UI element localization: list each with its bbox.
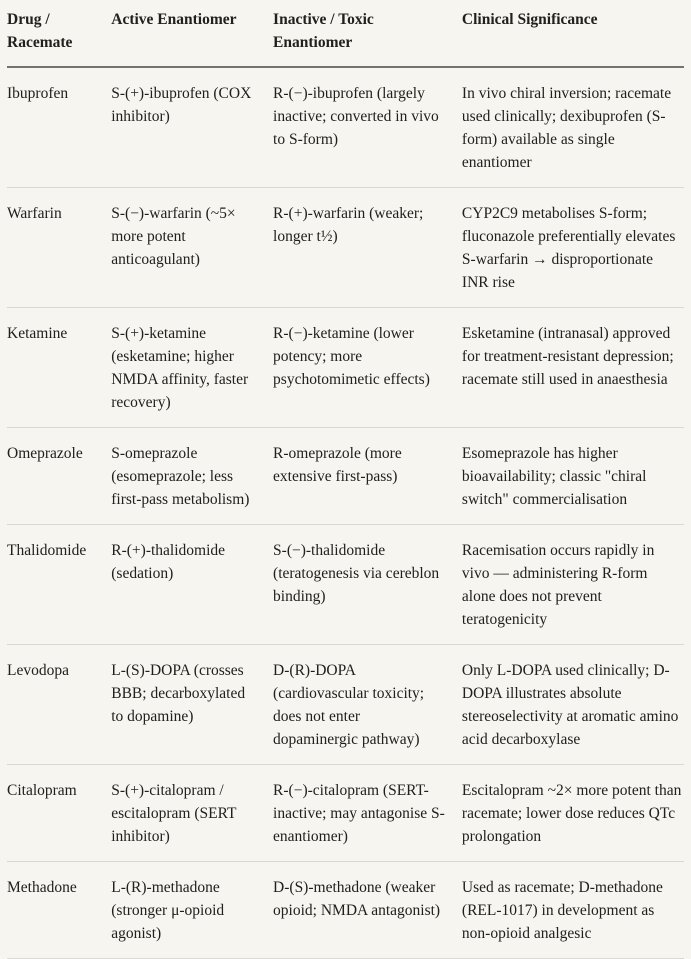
cell-clinical-significance: Only L-DOPA used clinically; D-DOPA illustrates absolute stereoselectivity at aromatic amino acid decarboxylase xyxy=(462,645,684,765)
cell-inactive-enantiomer: R-omeprazole (more extensive first-pass) xyxy=(273,428,462,525)
cell-active-enantiomer: S-(+)-citalopram / escitalopram (SERT inhibitor) xyxy=(111,765,273,862)
cell-drug: Thalidomide xyxy=(7,525,111,645)
column-header-inactive-toxic-enantiomer: Inactive / Toxic Enantiomer xyxy=(273,0,462,67)
cell-inactive-enantiomer: R-(−)-citalopram (SERT-inactive; may antagonise S-enantiomer) xyxy=(273,765,462,862)
cell-clinical-significance: Used as racemate; D-methadone (REL-1017) in development as non-opioid analgesic xyxy=(462,862,684,959)
cell-inactive-enantiomer: R-(−)-ketamine (lower potency; more psychotomimetic effects) xyxy=(273,308,462,428)
cell-drug: Methadone xyxy=(7,862,111,959)
column-header-clinical-significance: Clinical Significance xyxy=(462,0,684,67)
cell-clinical-significance: Esketamine (intranasal) approved for treatment-resistant depression; racemate still used in anaesthesia xyxy=(462,308,684,428)
cell-inactive-enantiomer: R-(+)-warfarin (weaker; longer t½) xyxy=(273,188,462,308)
cell-clinical-significance: Esomeprazole has higher bioavailability; classic "chiral switch" commercialisation xyxy=(462,428,684,525)
table-row-ibuprofen xyxy=(7,67,684,188)
cell-active-enantiomer: L-(S)-DOPA (crosses BBB; decarboxylated to dopamine) xyxy=(111,645,273,765)
cell-clinical-significance: CYP2C9 metabolises S-form; fluconazole preferentially elevates S-warfarin → disproportionate INR rise xyxy=(462,188,684,308)
cell-drug: Levodopa xyxy=(7,645,111,765)
column-header-drug-racemate: Drug / Racemate xyxy=(7,0,111,67)
column-header-active-enantiomer: Active Enantiomer xyxy=(111,0,273,67)
cell-active-enantiomer: S-(+)-ibuprofen (COX inhibitor) xyxy=(111,67,273,188)
table-row-thalidomide xyxy=(7,525,684,645)
cell-active-enantiomer: R-(+)-thalidomide (sedation) xyxy=(111,525,273,645)
table-row-levodopa xyxy=(7,645,684,765)
cell-active-enantiomer: S-(−)-warfarin (~5× more potent anticoagulant) xyxy=(111,188,273,308)
cell-drug: Citalopram xyxy=(7,765,111,862)
enantiomer-comparison-table xyxy=(7,0,684,959)
cell-inactive-enantiomer: R-(−)-ibuprofen (largely inactive; converted in vivo to S-form) xyxy=(273,67,462,188)
cell-inactive-enantiomer: D-(S)-methadone (weaker opioid; NMDA antagonist) xyxy=(273,862,462,959)
cell-active-enantiomer: S-(+)-ketamine (esketamine; higher NMDA affinity, faster recovery) xyxy=(111,308,273,428)
cell-drug: Ketamine xyxy=(7,308,111,428)
cell-clinical-significance: In vivo chiral inversion; racemate used clinically; dexibuprofen (S-form) available as single enantiomer xyxy=(462,67,684,188)
cell-inactive-enantiomer: S-(−)-thalidomide (teratogenesis via cereblon binding) xyxy=(273,525,462,645)
cell-drug: Omeprazole xyxy=(7,428,111,525)
cell-active-enantiomer: S-omeprazole (esomeprazole; less first-pass metabolism) xyxy=(111,428,273,525)
table-row-warfarin xyxy=(7,188,684,308)
cell-active-enantiomer: L-(R)-methadone (stronger μ-opioid agonist) xyxy=(111,862,273,959)
cell-clinical-significance: Racemisation occurs rapidly in vivo — administering R-form alone does not prevent teratogenicity xyxy=(462,525,684,645)
table-row-citalopram xyxy=(7,765,684,862)
table-header-row xyxy=(7,0,684,67)
table-row-methadone xyxy=(7,862,684,959)
cell-drug: Ibuprofen xyxy=(7,67,111,188)
cell-clinical-significance: Escitalopram ~2× more potent than racemate; lower dose reduces QTc prolongation xyxy=(462,765,684,862)
table-row-omeprazole xyxy=(7,428,684,525)
cell-drug: Warfarin xyxy=(7,188,111,308)
table-row-ketamine xyxy=(7,308,684,428)
cell-inactive-enantiomer: D-(R)-DOPA (cardiovascular toxicity; does not enter dopaminergic pathway) xyxy=(273,645,462,765)
